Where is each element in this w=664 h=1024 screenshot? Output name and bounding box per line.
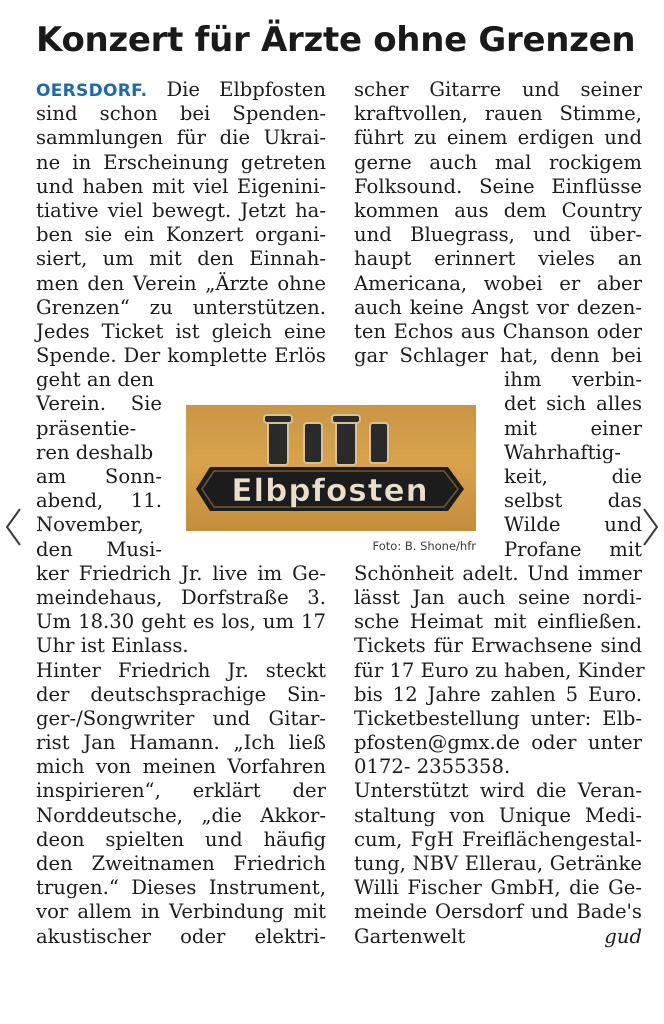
dateline: OERSDORF. — [36, 81, 148, 101]
text-line: tiative viel bewegt. Jetzt ha- — [36, 198, 326, 222]
chevron-right-icon — [638, 505, 662, 549]
text-line: keit, die — [504, 465, 642, 488]
text-line: Unterstützt wird die Veran- — [354, 779, 642, 803]
text-line: Profane mit — [504, 537, 642, 561]
text-line: mit einer — [504, 416, 642, 440]
text-line: Norddeutsche, „die Akkor- — [36, 803, 326, 827]
text-line: Jedes Ticket ist gleich eine — [36, 319, 326, 343]
text-line: auch keine Angst vor dezen- — [354, 295, 642, 319]
text-line: sammlungen für die Ukrai- — [36, 126, 326, 150]
text-line: Hinter Friedrich Jr. steckt — [36, 658, 326, 682]
text-line: tung, NBV Ellerau, Getränke — [354, 852, 642, 875]
text-line: Wahrhaftig- — [504, 440, 621, 464]
text-line: mich von meinen Vorfahren — [36, 755, 326, 779]
text-line: inspirieren“, erklärt der — [36, 779, 326, 803]
text-line: gerne auch mal rockigem — [354, 150, 642, 174]
text-line: Um 18.30 geht es los, um 17 — [36, 610, 326, 634]
text-line: Uhr ist Einlass. — [36, 634, 189, 658]
text-line: Willi Fischer GmbH, die Ge- — [354, 876, 642, 900]
text-line: akustischer oder elektri- — [36, 924, 326, 948]
article-photo — [186, 405, 476, 555]
text-line: lässt Jan auch seine nordi- — [354, 585, 642, 609]
text-line: bis 12 Jahre zahlen 5 Euro. — [354, 682, 642, 706]
text-line: siert, um mit den Einnah- — [36, 247, 326, 271]
headline: Konzert für Ärzte ohne Grenzen — [36, 20, 636, 60]
text-line: Tickets für Erwachsene sind — [354, 634, 642, 658]
text-line: pfosten@gmx.de oder unter — [354, 731, 642, 755]
text-line: Folksound. Seine Einflüsse — [354, 174, 642, 198]
text-line: Americana, wobei er aber — [354, 271, 642, 295]
text-line: ne in Erscheinung getreten — [36, 150, 326, 174]
text-line: der deutschsprachige Sin- — [36, 682, 326, 706]
text-line: am Sonn- — [36, 465, 162, 488]
text-line: den Zweitnamen Friedrich — [36, 852, 326, 875]
text-line: Grenzen“ zu unterstützen. — [36, 295, 326, 319]
text-line: führt zu einem erdigen und — [354, 126, 642, 150]
elbpfosten-logo — [186, 405, 476, 531]
author-signature: gud — [604, 924, 642, 948]
text-line: geht an den — [36, 368, 155, 392]
next-page-button[interactable] — [638, 505, 662, 549]
text-line: Spende. Der komplette Erlös — [36, 344, 326, 368]
text-line: Verein. Sie — [36, 392, 162, 416]
text-line: und haben mit viel Eigenini- — [36, 174, 326, 198]
text-line: Gartenwelt gud — [354, 924, 642, 948]
text-line: November, — [36, 513, 144, 537]
text-line: Ticketbestellung unter: Elb- — [354, 706, 642, 730]
band-logo-photo — [186, 405, 476, 531]
text-line: rist Jan Hamann. „Ich ließ — [36, 731, 326, 755]
text-line: 0172- 2355358. — [354, 755, 511, 779]
text-line: deon spielten und häufig — [36, 827, 326, 851]
text-line: abend, 11. — [36, 489, 162, 513]
photo-credit: Foto: B. Shone/hfr — [372, 539, 476, 553]
text-line: men den Verein „Ärzte ohne — [36, 271, 326, 295]
text-line: selbst das — [504, 489, 642, 513]
text-line: und Bluegrass, und über- — [354, 223, 642, 247]
text-line: für 17 Euro zu haben, Kinder — [354, 658, 645, 682]
text-line: präsentie- — [36, 416, 137, 440]
text-line: scher Gitarre und seiner — [354, 78, 642, 101]
text-line: vor allem in Verbindung mit — [36, 900, 326, 924]
text-line: OERSDORF. Die Elbpfosten — [36, 78, 326, 101]
text-line: ger-/Songwriter und Gitar- — [36, 706, 326, 730]
text-line: det sich alles — [504, 392, 642, 416]
previous-page-button[interactable] — [2, 505, 26, 549]
text-line: meindehaus, Dorfstraße 3. — [36, 585, 326, 609]
text-line: cum, FgH Freiflächengestal- — [354, 827, 642, 851]
text-line: den Musi- — [36, 537, 162, 561]
text-line: ten Echos aus Chanson oder — [354, 319, 642, 343]
text-line: haupt erinnert vieles an — [354, 247, 642, 271]
text-line: ihm verbin- — [504, 368, 642, 392]
chevron-left-icon — [2, 505, 26, 549]
text-line: ren deshalb — [36, 440, 154, 464]
text-line: sind schon bei Spenden- — [36, 102, 326, 126]
text-line: kommen aus dem Country — [354, 198, 642, 222]
text-line: meinde Oersdorf und Bade's — [354, 900, 642, 924]
text-line: sche Heimat mit einfließen. — [354, 610, 642, 634]
logo-text: Elbpfosten — [231, 473, 429, 509]
text-line: trugen.“ Dieses Instrument, — [36, 876, 326, 900]
text-line: Schönheit adelt. Und immer — [354, 561, 642, 585]
text-line: ker Friedrich Jr. live im Ge- — [36, 561, 326, 585]
text-line: ben sie ein Konzert organi- — [36, 223, 326, 247]
text-line: gar Schlager hat, denn bei — [354, 344, 642, 368]
text-line: staltung von Unique Medi- — [354, 803, 642, 827]
text-line: kraftvollen, rauen Stimme, — [354, 102, 642, 126]
text-line: Wilde und — [504, 513, 642, 537]
